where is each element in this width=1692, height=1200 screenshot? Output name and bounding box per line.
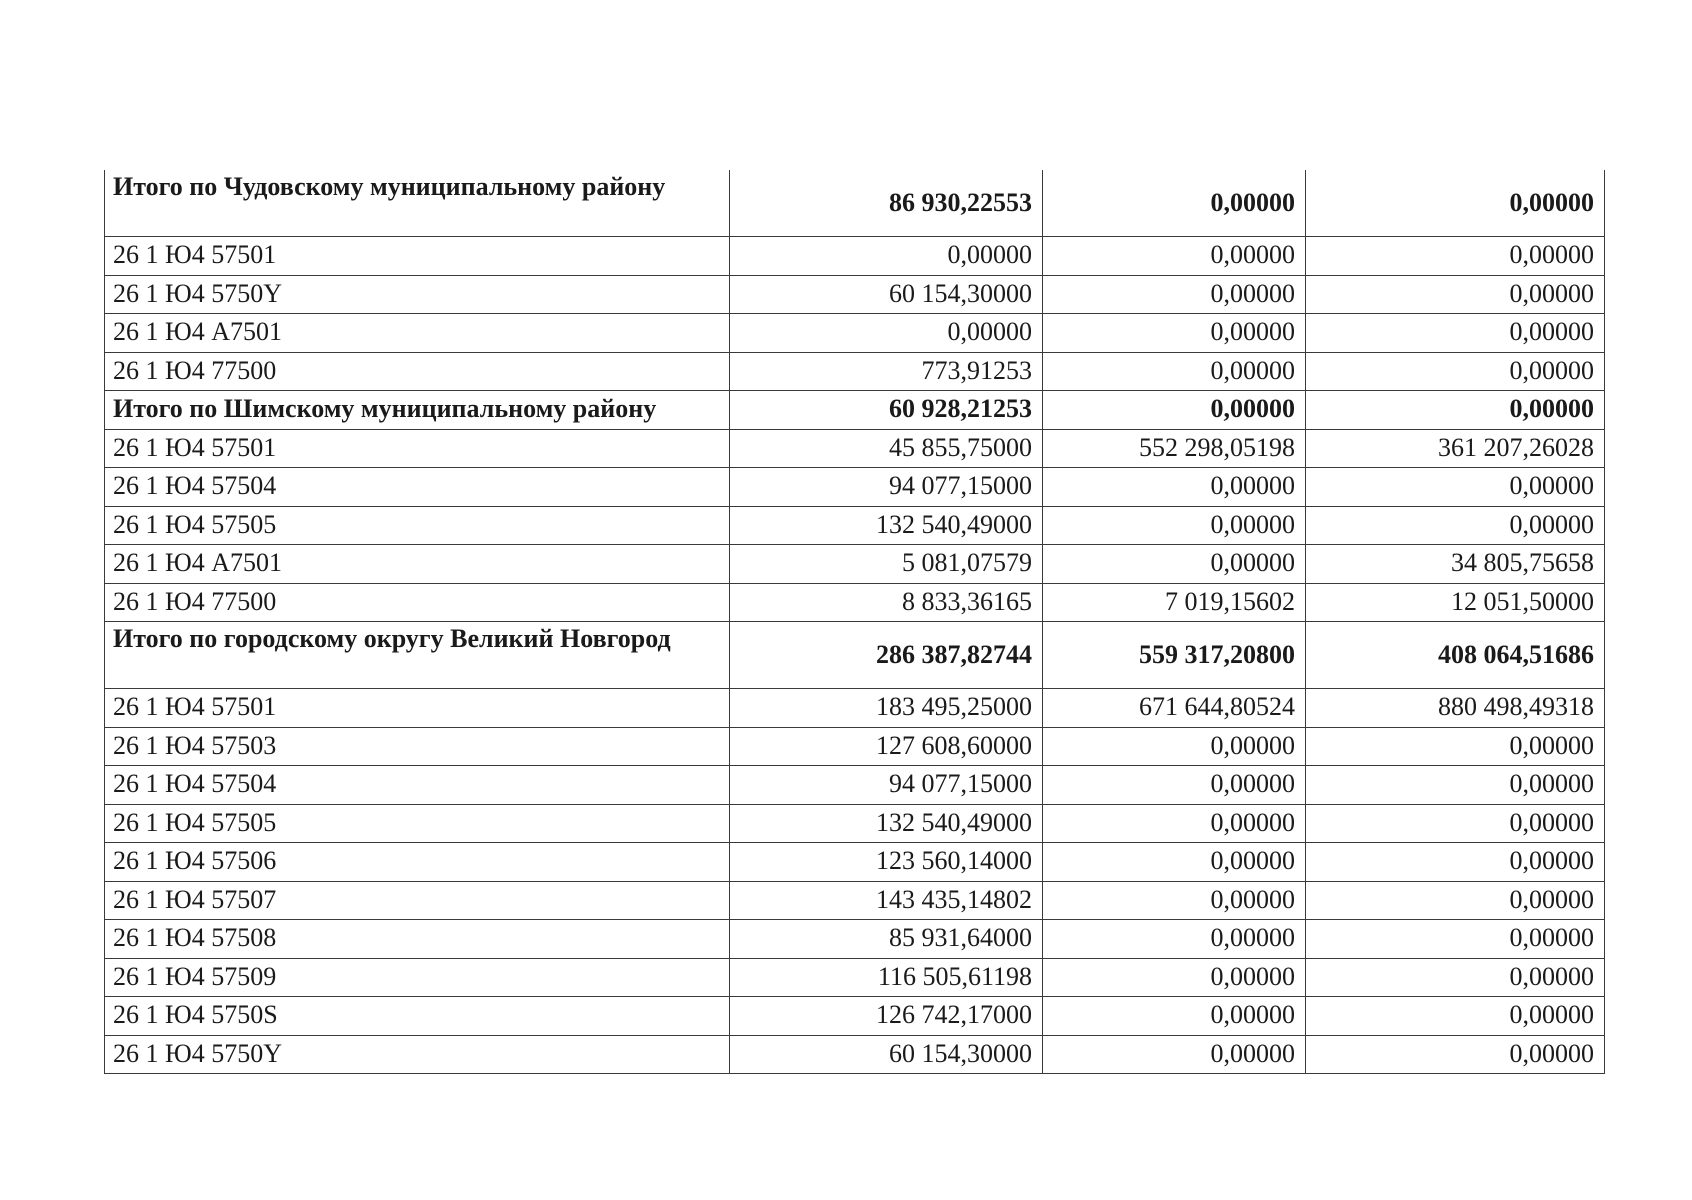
row-code: 26 1 Ю4 57501: [105, 237, 730, 276]
row-value-3: 0,00000: [1306, 352, 1605, 391]
row-value-3: 408 064,51686: [1306, 622, 1605, 689]
table-row: [105, 237, 1605, 276]
row-value-2: 0,00000: [1043, 881, 1306, 920]
table-row: [105, 314, 1605, 353]
row-code: 26 1 Ю4 57508: [105, 920, 730, 959]
row-value-3: 0,00000: [1306, 170, 1605, 237]
row-value-1: 86 930,22553: [730, 170, 1043, 237]
row-value-3: 361 207,26028: [1306, 429, 1605, 468]
budget-table: [104, 170, 1605, 1074]
row-value-3: 0,00000: [1306, 997, 1605, 1036]
table-row: [105, 352, 1605, 391]
row-value-1: 132 540,49000: [730, 804, 1043, 843]
row-value-2: 0,00000: [1043, 545, 1306, 584]
row-value-1: 0,00000: [730, 314, 1043, 353]
table-row: [105, 506, 1605, 545]
row-value-2: 0,00000: [1043, 237, 1306, 276]
row-value-3: 0,00000: [1306, 506, 1605, 545]
table-row: [105, 468, 1605, 507]
table-row: [105, 920, 1605, 959]
row-value-2: 0,00000: [1043, 843, 1306, 882]
row-value-3: 0,00000: [1306, 958, 1605, 997]
row-code: 26 1 Ю4 57506: [105, 843, 730, 882]
row-code: 26 1 Ю4 57501: [105, 429, 730, 468]
row-value-3: 34 805,75658: [1306, 545, 1605, 584]
table-row-total: [105, 391, 1605, 430]
table-row: [105, 804, 1605, 843]
row-value-3: 0,00000: [1306, 766, 1605, 805]
row-value-3: 0,00000: [1306, 843, 1605, 882]
row-value-1: 60 154,30000: [730, 275, 1043, 314]
row-value-2: 0,00000: [1043, 958, 1306, 997]
row-value-2: 0,00000: [1043, 727, 1306, 766]
row-value-1: 116 505,61198: [730, 958, 1043, 997]
table-row: [105, 275, 1605, 314]
row-code: 26 1 Ю4 57505: [105, 506, 730, 545]
row-value-2: 559 317,20800: [1043, 622, 1306, 689]
row-value-1: 45 855,75000: [730, 429, 1043, 468]
row-value-2: 0,00000: [1043, 468, 1306, 507]
table-row: [105, 689, 1605, 728]
row-value-2: 0,00000: [1043, 506, 1306, 545]
table-row-total: [105, 170, 1605, 237]
table-row: [105, 545, 1605, 584]
table-row: [105, 429, 1605, 468]
row-value-1: 8 833,36165: [730, 583, 1043, 622]
row-code: 26 1 Ю4 57507: [105, 881, 730, 920]
table-row-total: [105, 622, 1605, 689]
row-code: 26 1 Ю4 57504: [105, 468, 730, 507]
row-value-1: 60 154,30000: [730, 1035, 1043, 1074]
row-code: 26 1 Ю4 A7501: [105, 545, 730, 584]
row-value-1: 286 387,82744: [730, 622, 1043, 689]
row-value-1: 773,91253: [730, 352, 1043, 391]
row-value-1: 60 928,21253: [730, 391, 1043, 430]
table-row: [105, 958, 1605, 997]
row-code: 26 1 Ю4 57509: [105, 958, 730, 997]
row-value-2: 7 019,15602: [1043, 583, 1306, 622]
row-value-2: 0,00000: [1043, 170, 1306, 237]
row-value-2: 0,00000: [1043, 997, 1306, 1036]
row-value-1: 132 540,49000: [730, 506, 1043, 545]
row-value-3: 12 051,50000: [1306, 583, 1605, 622]
budget-table-body: [105, 170, 1605, 1074]
table-row: [105, 583, 1605, 622]
row-code: 26 1 Ю4 57501: [105, 689, 730, 728]
row-code: 26 1 Ю4 5750S: [105, 997, 730, 1036]
row-value-2: 0,00000: [1043, 766, 1306, 805]
table-row: [105, 766, 1605, 805]
row-label: Итого по Чудовскому муниципальному району: [105, 170, 730, 237]
row-value-2: 0,00000: [1043, 1035, 1306, 1074]
row-value-1: 0,00000: [730, 237, 1043, 276]
row-value-2: 0,00000: [1043, 314, 1306, 353]
row-value-2: 552 298,05198: [1043, 429, 1306, 468]
table-row: [105, 997, 1605, 1036]
row-value-1: 127 608,60000: [730, 727, 1043, 766]
row-code: 26 1 Ю4 57505: [105, 804, 730, 843]
row-value-2: 671 644,80524: [1043, 689, 1306, 728]
row-value-3: 0,00000: [1306, 881, 1605, 920]
row-code: 26 1 Ю4 77500: [105, 583, 730, 622]
row-value-1: 5 081,07579: [730, 545, 1043, 584]
row-value-2: 0,00000: [1043, 275, 1306, 314]
row-value-3: 0,00000: [1306, 275, 1605, 314]
row-value-3: 0,00000: [1306, 314, 1605, 353]
row-value-3: 0,00000: [1306, 804, 1605, 843]
row-value-3: 0,00000: [1306, 237, 1605, 276]
row-value-1: 183 495,25000: [730, 689, 1043, 728]
row-value-1: 123 560,14000: [730, 843, 1043, 882]
table-row: [105, 843, 1605, 882]
row-value-3: 0,00000: [1306, 727, 1605, 766]
row-value-2: 0,00000: [1043, 804, 1306, 843]
table-row: [105, 727, 1605, 766]
row-value-3: 880 498,49318: [1306, 689, 1605, 728]
row-label: Итого по городскому округу Великий Новгород: [105, 622, 730, 689]
row-value-1: 94 077,15000: [730, 766, 1043, 805]
row-value-1: 143 435,14802: [730, 881, 1043, 920]
table-row: [105, 1035, 1605, 1074]
row-value-1: 94 077,15000: [730, 468, 1043, 507]
row-value-2: 0,00000: [1043, 391, 1306, 430]
row-value-1: 126 742,17000: [730, 997, 1043, 1036]
row-code: 26 1 Ю4 5750Y: [105, 1035, 730, 1074]
row-value-2: 0,00000: [1043, 352, 1306, 391]
row-value-3: 0,00000: [1306, 1035, 1605, 1074]
row-value-3: 0,00000: [1306, 468, 1605, 507]
row-value-3: 0,00000: [1306, 391, 1605, 430]
row-value-3: 0,00000: [1306, 920, 1605, 959]
row-value-1: 85 931,64000: [730, 920, 1043, 959]
row-code: 26 1 Ю4 77500: [105, 352, 730, 391]
row-code: 26 1 Ю4 57503: [105, 727, 730, 766]
row-code: 26 1 Ю4 5750Y: [105, 275, 730, 314]
table-row: [105, 881, 1605, 920]
row-label: Итого по Шимскому муниципальному району: [105, 391, 730, 430]
row-value-2: 0,00000: [1043, 920, 1306, 959]
row-code: 26 1 Ю4 57504: [105, 766, 730, 805]
row-code: 26 1 Ю4 A7501: [105, 314, 730, 353]
